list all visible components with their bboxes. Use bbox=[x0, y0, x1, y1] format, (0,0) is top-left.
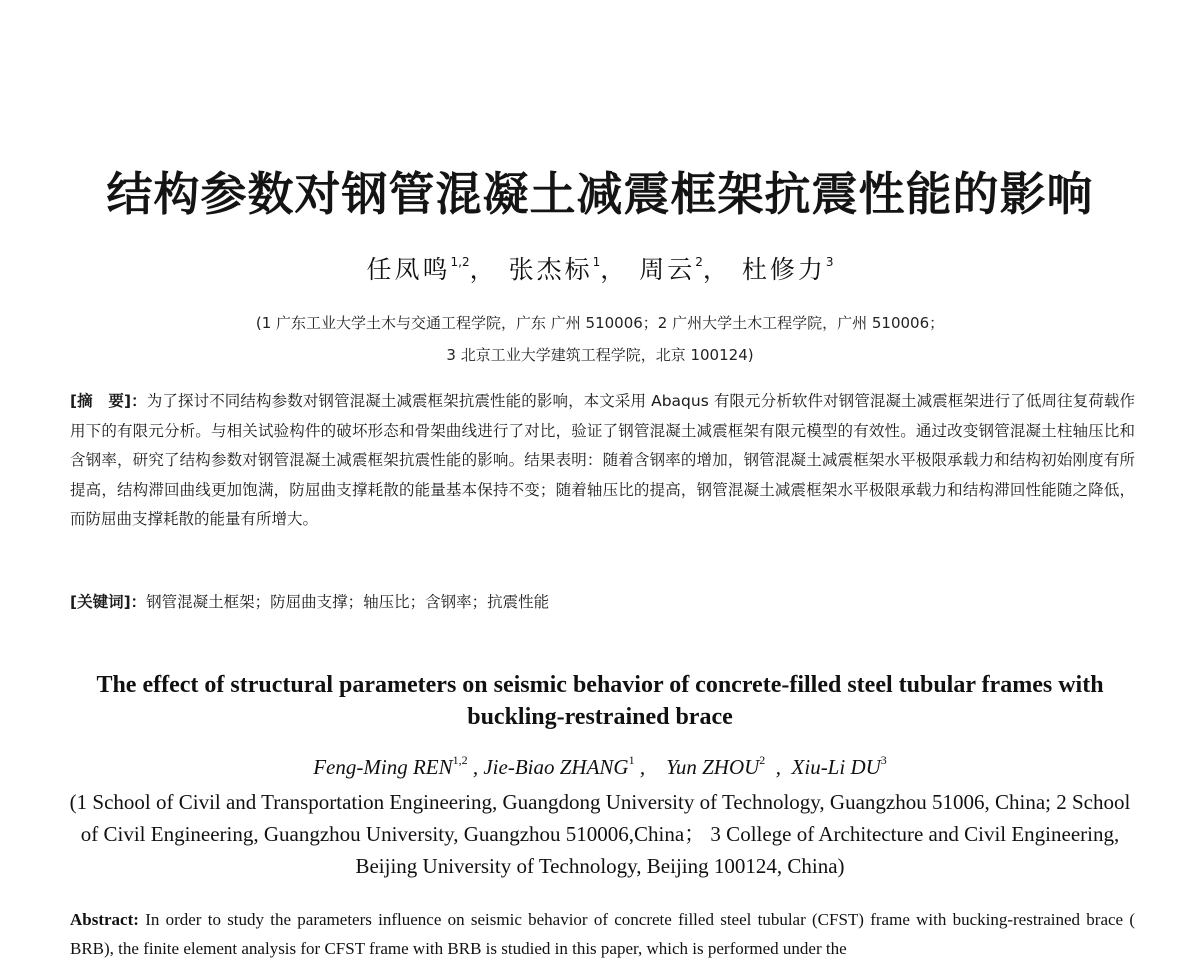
cn-author-name: 张杰标 bbox=[508, 255, 593, 284]
chinese-keywords bbox=[70, 590, 1135, 612]
chinese-affiliation-line1: (1 广东工业大学土木与交通工程学院，广东 广州 510006；2 广州大学土木工程学院，广州 510006； bbox=[255, 314, 945, 332]
chinese-abstract-text: 为了探讨不同结构参数对钢管混凝土减震框架抗震性能的影响，本文采用 Abaqus 有限元分析软件对钢管混凝土减震框架进行了低周往复荷载作用下的有限元分析。与相关试验构件的破坏形态和骨架曲线进行了对比，验证了钢管混凝土减震框架有限元模型的有效性。通过改变钢管混凝土柱轴压比和含钢率，研究了结构参数对钢管混凝土减震框架抗震性能的影响。结果表明：随着含钢率的增加，钢管混凝土减震框架水平极限承载力和结构初始刚度有所提高，结构滞回曲线更加饱满，防屈曲支撑耗散的能量基本保持不变；随着轴压比的提高，钢管混凝土减震框架水平极限承载力和结构滞回性能随之降低，而防屈曲支撑耗散的能量有所增大。 bbox=[70, 392, 1135, 528]
en-author-sep: , bbox=[467, 755, 484, 779]
chinese-abstract-label: [摘 要]： bbox=[70, 392, 147, 410]
english-affiliation: (1 School of Civil and Transportation Engineering, Guangdong University of Technology, Guangzhou 51006, China; 2 School of Civil Engineering, Guangzhou University, Guangzhou 510006,China； 3 College of Architecture and Civil Engineering, Beijing University of Technology, Beijing 100124, China) bbox=[69, 790, 1131, 878]
en-author-sup: 2 bbox=[759, 753, 766, 767]
chinese-keywords-text: 钢管混凝土框架；防屈曲支撑；轴压比；含钢率；抗震性能 bbox=[146, 593, 550, 611]
cn-author-sep: ， bbox=[702, 255, 731, 284]
en-author-name: Jie-Biao ZHANG bbox=[483, 755, 629, 779]
en-author-sep: , bbox=[634, 755, 667, 779]
english-title: The effect of structural parameters on seismic behavior of concrete-filled steel tubular frames with buckling-restrained brace bbox=[96, 672, 1104, 730]
chinese-title: 结构参数对钢管混凝土减震框架抗震性能的影响 bbox=[106, 167, 1094, 221]
cn-author-sep: ， bbox=[469, 255, 498, 284]
cn-author-name: 杜修力 bbox=[741, 255, 826, 284]
cn-author-sup: 1 bbox=[592, 255, 601, 269]
en-author-name: Xiu-Li DU bbox=[791, 755, 881, 779]
chinese-affiliation-line2: 3 北京工业大学建筑工程学院，北京 100124) bbox=[446, 346, 754, 364]
en-author-sup: 1,2 bbox=[452, 753, 468, 767]
en-author-sup: 3 bbox=[880, 753, 887, 767]
cn-author-sup: 1,2 bbox=[450, 255, 470, 269]
cn-author-name: 任凤鸣 bbox=[366, 255, 451, 284]
english-abstract bbox=[70, 905, 1135, 963]
en-author-sup: 1 bbox=[628, 753, 635, 767]
en-author-name: Feng-Ming REN bbox=[313, 755, 453, 779]
cn-author-name: 周云 bbox=[639, 255, 696, 284]
en-author-name: Yun ZHOU bbox=[666, 755, 760, 779]
en-author-sep: , bbox=[765, 755, 792, 779]
english-authors bbox=[0, 753, 1200, 780]
cn-author-sup: 3 bbox=[825, 255, 834, 269]
chinese-authors bbox=[0, 250, 1200, 286]
cn-author-sep: ， bbox=[600, 255, 629, 284]
chinese-abstract bbox=[70, 387, 1135, 535]
english-abstract-label: Abstract: bbox=[70, 910, 139, 929]
chinese-keywords-label: [关键词]： bbox=[70, 593, 147, 611]
english-abstract-text: In order to study the parameters influence on seismic behavior of concrete filled steel tubular (CFST) frame with bucking-restrained brace ( BRB), the finite element analysis for CFST frame with BRB is studied in this paper, which is performed under the bbox=[70, 910, 1135, 958]
cn-author-sup: 2 bbox=[695, 255, 703, 269]
